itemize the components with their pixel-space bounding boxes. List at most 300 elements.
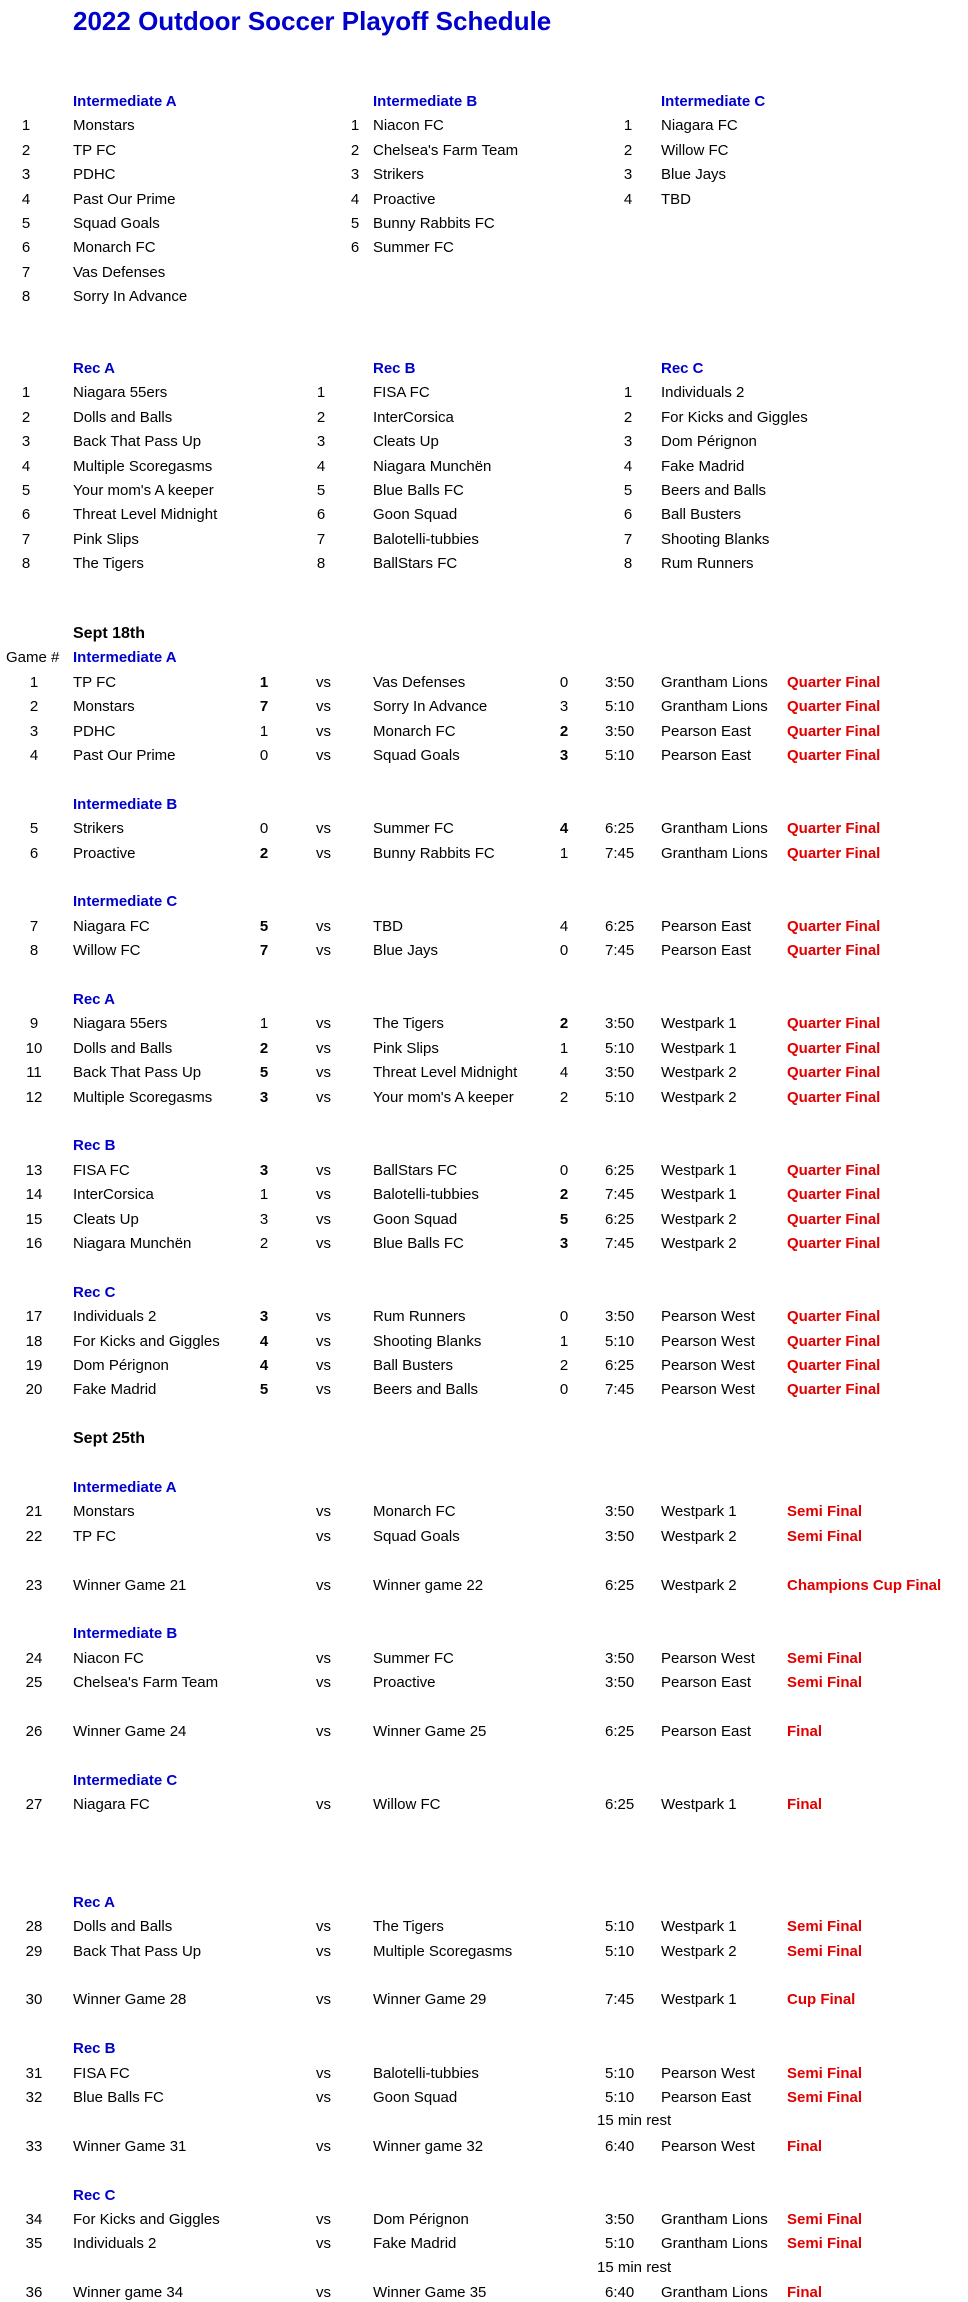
seed-number: 5: [316, 482, 326, 499]
vs-label: vs: [316, 1503, 331, 1521]
seed-team: Sorry In Advance: [73, 288, 188, 306]
group-header: Rec B: [73, 2040, 116, 2058]
seed-number: 5: [623, 482, 633, 499]
seed-team: Individuals 2: [661, 384, 745, 402]
game-number: 28: [25, 1918, 43, 1936]
seed-number: 4: [350, 190, 360, 208]
home-team: FISA FC: [73, 2064, 130, 2082]
round-label: Semi Final: [787, 1942, 863, 1960]
away-score: 2: [559, 1186, 569, 1204]
game-time: 5:10: [605, 1918, 635, 1936]
seed-team: Balotelli-tubbies: [373, 530, 479, 548]
away-score: 1: [559, 1039, 569, 1057]
game-time: 6:25: [605, 1723, 635, 1740]
away-team: Threat Level Midnight: [373, 1064, 518, 1082]
home-team: For Kicks and Giggles: [73, 1332, 220, 1350]
game-number: 6: [29, 844, 39, 862]
away-team: Winner game 22: [373, 1576, 484, 1594]
round-label: Quarter Final: [787, 722, 881, 740]
vs-label: vs: [316, 1064, 331, 1082]
game-number: 29: [25, 1942, 43, 1960]
seed-team: Past Our Prime: [73, 190, 176, 208]
home-score: 0: [259, 747, 269, 764]
field-name: Pearson West: [661, 2064, 755, 2082]
field-name: Westpark 1: [661, 1161, 737, 1179]
group-header: Intermediate B: [373, 93, 478, 110]
game-time: 3:50: [605, 1503, 635, 1521]
home-team: Individuals 2: [73, 2235, 157, 2253]
home-team: For Kicks and Giggles: [73, 2211, 220, 2228]
round-label: Quarter Final: [787, 844, 881, 862]
seed-team: FISA FC: [373, 384, 430, 402]
group-header: Rec C: [73, 2186, 116, 2204]
game-time: 3:50: [605, 1674, 635, 1692]
home-score: 5: [259, 917, 269, 935]
round-label: Semi Final: [787, 2211, 863, 2228]
round-label: Semi Final: [787, 1503, 863, 1521]
round-label: Champions Cup Final: [787, 1576, 942, 1594]
vs-label: vs: [316, 1576, 331, 1594]
game-number: 18: [25, 1332, 43, 1350]
game-number: 19: [25, 1357, 43, 1374]
group-header: Rec C: [661, 360, 704, 377]
seed-team: Monstars: [73, 117, 135, 135]
vs-label: vs: [316, 2235, 331, 2253]
away-team: Rum Runners: [373, 1308, 466, 1326]
home-team: Niagara Munchën: [73, 1235, 192, 1252]
round-label: Semi Final: [787, 1674, 863, 1692]
home-team: Blue Balls FC: [73, 2089, 164, 2106]
away-team: Winner Game 25: [373, 1723, 487, 1740]
home-score: 3: [259, 1210, 269, 1228]
game-time: 6:25: [605, 1357, 635, 1374]
game-time: 5:10: [605, 2089, 635, 2106]
home-score: 3: [259, 1308, 269, 1326]
game-number: 35: [25, 2235, 43, 2253]
seed-team: Strikers: [373, 166, 424, 184]
away-team: Your mom's A keeper: [373, 1088, 514, 1106]
away-team: Squad Goals: [373, 1527, 460, 1545]
game-time: 5:10: [605, 2064, 635, 2082]
seed-team: Summer FC: [373, 239, 454, 257]
seed-team: Rum Runners: [661, 555, 754, 573]
game-number: 27: [25, 1796, 43, 1814]
game-number: 16: [25, 1235, 43, 1252]
home-team: Proactive: [73, 844, 136, 862]
group-header: Rec A: [73, 991, 115, 1008]
vs-label: vs: [316, 1210, 331, 1228]
game-number: 26: [25, 1723, 43, 1740]
home-team: Niagara FC: [73, 917, 150, 935]
seed-team: BallStars FC: [373, 555, 458, 573]
round-label: Quarter Final: [787, 1015, 881, 1033]
seed-number: 3: [21, 433, 31, 451]
away-team: Dom Pérignon: [373, 2211, 469, 2228]
away-team: Summer FC: [373, 1649, 454, 1667]
seed-team: Chelsea's Farm Team: [373, 141, 519, 159]
home-score: 1: [259, 1186, 269, 1204]
away-team: TBD: [373, 917, 403, 935]
round-label: Semi Final: [787, 1527, 863, 1545]
field-name: Pearson West: [661, 1308, 755, 1326]
game-time: 5:10: [605, 747, 635, 764]
field-name: Grantham Lions: [661, 844, 768, 862]
home-team: Winner game 34: [73, 2284, 184, 2302]
game-number: 15: [25, 1210, 43, 1228]
vs-label: vs: [316, 1649, 331, 1667]
seed-number: 4: [623, 190, 633, 208]
round-label: Final: [787, 2137, 823, 2155]
away-team: Squad Goals: [373, 747, 460, 764]
game-number: 34: [25, 2211, 43, 2228]
game-time: 7:45: [605, 1991, 635, 2009]
away-score: 2: [559, 1357, 569, 1374]
seed-number: 8: [623, 555, 633, 573]
away-score: 3: [559, 747, 569, 764]
game-time: 3:50: [605, 1527, 635, 1545]
seed-number: 2: [350, 141, 360, 159]
seed-number: 3: [623, 433, 633, 451]
game-time: 3:50: [605, 1015, 635, 1033]
seed-number: 6: [21, 239, 31, 257]
seed-number: 7: [316, 530, 326, 548]
field-name: Westpark 2: [661, 1576, 737, 1594]
round-label: Final: [787, 1796, 823, 1814]
away-score: 3: [559, 1235, 569, 1252]
field-name: Pearson East: [661, 917, 752, 935]
away-team: Blue Balls FC: [373, 1235, 464, 1252]
game-time: 3:50: [605, 722, 635, 740]
seed-team: Dolls and Balls: [73, 408, 173, 426]
game-number: 13: [25, 1161, 43, 1179]
vs-label: vs: [316, 747, 331, 764]
home-team: Multiple Scoregasms: [73, 1088, 213, 1106]
round-label: Quarter Final: [787, 1161, 881, 1179]
away-score: 4: [559, 917, 569, 935]
home-team: Willow FC: [73, 942, 141, 960]
group-header: Intermediate B: [73, 795, 178, 813]
vs-label: vs: [316, 1527, 331, 1545]
seed-team: PDHC: [73, 166, 116, 184]
field-name: Pearson East: [661, 747, 752, 764]
vs-label: vs: [316, 1186, 331, 1204]
field-name: Pearson East: [661, 942, 752, 960]
seed-team: Niacon FC: [373, 117, 444, 135]
round-label: Quarter Final: [787, 1210, 881, 1228]
seed-number: 1: [623, 117, 633, 135]
vs-label: vs: [316, 1088, 331, 1106]
away-team: Balotelli-tubbies: [373, 2064, 479, 2082]
home-team: Winner Game 28: [73, 1991, 187, 2009]
seed-number: 2: [21, 408, 31, 426]
game-time: 7:45: [605, 1235, 635, 1252]
round-label: Quarter Final: [787, 1381, 881, 1399]
field-name: Grantham Lions: [661, 673, 768, 691]
home-score: 1: [259, 673, 269, 691]
game-number: 14: [25, 1186, 43, 1204]
field-name: Pearson West: [661, 1332, 755, 1350]
seed-team: Goon Squad: [373, 506, 458, 524]
field-name: Westpark 2: [661, 1942, 737, 1960]
game-number: 10: [25, 1039, 43, 1057]
round-label: Quarter Final: [787, 1088, 881, 1106]
field-name: Pearson East: [661, 722, 752, 740]
home-team: PDHC: [73, 722, 116, 740]
vs-label: vs: [316, 2284, 331, 2302]
field-name: Pearson West: [661, 1381, 755, 1399]
seed-team: Proactive: [373, 190, 436, 208]
game-number: 11: [26, 1064, 42, 1082]
field-name: Westpark 1: [661, 1503, 737, 1521]
game-number: 2: [29, 698, 39, 716]
home-score: 0: [259, 820, 269, 838]
seed-number: 3: [21, 166, 31, 184]
seed-number: 6: [21, 506, 31, 524]
seed-team: Ball Busters: [661, 506, 742, 524]
field-name: Westpark 1: [661, 1796, 737, 1814]
home-team: Winner Game 21: [73, 1576, 187, 1594]
rest-note: 15 min rest: [597, 2258, 672, 2276]
seed-team: Squad Goals: [73, 215, 160, 232]
away-team: Vas Defenses: [373, 673, 466, 691]
seed-team: Dom Pérignon: [661, 433, 757, 451]
game-number: 33: [25, 2137, 43, 2155]
game-time: 6:25: [605, 1161, 635, 1179]
seed-number: 8: [21, 288, 31, 306]
game-time: 5:10: [605, 2235, 635, 2253]
vs-label: vs: [316, 1991, 331, 2009]
round-label: Quarter Final: [787, 1235, 881, 1252]
home-team: Dolls and Balls: [73, 1918, 173, 1936]
game-time: 3:50: [605, 2211, 635, 2228]
game-number: 30: [25, 1991, 43, 2009]
round-label: Semi Final: [787, 1649, 863, 1667]
home-team: Back That Pass Up: [73, 1942, 202, 1960]
seed-team: Your mom's A keeper: [73, 482, 214, 499]
field-name: Pearson West: [661, 2137, 755, 2155]
away-team: Winner Game 29: [373, 1991, 487, 2009]
vs-label: vs: [316, 673, 331, 691]
round-label: Quarter Final: [787, 1039, 881, 1057]
seed-number: 4: [316, 457, 326, 475]
vs-label: vs: [316, 2211, 331, 2228]
round-label: Quarter Final: [787, 673, 881, 691]
home-score: 7: [259, 942, 269, 960]
game-number: 3: [29, 722, 39, 740]
round-label: Quarter Final: [787, 1308, 881, 1326]
game-number: 5: [29, 820, 39, 838]
game-time: 3:50: [605, 1649, 635, 1667]
field-name: Grantham Lions: [661, 2284, 768, 2302]
away-score: 0: [559, 673, 569, 691]
field-name: Westpark 2: [661, 1210, 737, 1228]
away-score: 2: [559, 1088, 569, 1106]
away-team: Winner Game 35: [373, 2284, 487, 2302]
vs-label: vs: [316, 917, 331, 935]
home-team: Monstars: [73, 1503, 135, 1521]
home-team: Winner Game 31: [73, 2137, 187, 2155]
field-name: Westpark 1: [661, 1918, 737, 1936]
away-score: 1: [559, 1332, 569, 1350]
game-time: 5:10: [605, 698, 635, 716]
seed-number: 6: [350, 239, 360, 257]
group-header: Rec B: [73, 1137, 116, 1155]
vs-label: vs: [316, 1161, 331, 1179]
home-team: Back That Pass Up: [73, 1064, 202, 1082]
group-header: Intermediate A: [73, 93, 177, 110]
field-name: Grantham Lions: [661, 2235, 768, 2253]
away-score: 4: [559, 1064, 569, 1082]
vs-label: vs: [316, 1015, 331, 1033]
seed-team: Multiple Scoregasms: [73, 457, 213, 475]
away-team: The Tigers: [373, 1918, 444, 1936]
vs-label: vs: [316, 1918, 331, 1936]
away-team: Sorry In Advance: [373, 698, 488, 716]
seed-team: Vas Defenses: [73, 263, 166, 281]
away-team: Winner game 32: [373, 2137, 484, 2155]
round-label: Final: [787, 1723, 823, 1740]
home-team: Monstars: [73, 698, 135, 716]
home-score: 3: [259, 1161, 269, 1179]
field-name: Pearson West: [661, 1357, 755, 1374]
seed-number: 2: [316, 408, 326, 426]
group-header: Intermediate A: [73, 649, 177, 667]
game-time: 6:25: [605, 1576, 635, 1594]
round-label: Semi Final: [787, 2235, 863, 2253]
round-label: Quarter Final: [787, 820, 881, 838]
seed-team: Blue Balls FC: [373, 482, 464, 499]
away-score: 0: [559, 942, 569, 960]
away-score: 0: [559, 1161, 569, 1179]
seed-team: Blue Jays: [661, 166, 727, 184]
seed-number: 2: [623, 408, 633, 426]
seed-number: 1: [316, 384, 326, 402]
seed-number: 6: [316, 506, 326, 524]
game-number-header: Game #: [6, 649, 60, 667]
seed-number: 7: [21, 530, 31, 548]
home-team: TP FC: [73, 1527, 117, 1545]
home-team: FISA FC: [73, 1161, 130, 1179]
game-number: 31: [25, 2064, 43, 2082]
seed-number: 2: [21, 141, 31, 159]
away-team: Proactive: [373, 1674, 436, 1692]
vs-label: vs: [316, 1723, 331, 1740]
game-time: 7:45: [605, 942, 635, 960]
home-score: 5: [259, 1064, 269, 1082]
home-team: Dom Pérignon: [73, 1357, 169, 1374]
away-team: Blue Jays: [373, 942, 439, 960]
seed-number: 3: [316, 433, 326, 451]
game-time: 3:50: [605, 1308, 635, 1326]
home-team: Niagara 55ers: [73, 1015, 168, 1033]
seed-team: Monarch FC: [73, 239, 156, 257]
away-score: 0: [559, 1381, 569, 1399]
game-number: 25: [25, 1674, 43, 1692]
away-score: 4: [559, 820, 569, 838]
field-name: Westpark 1: [661, 1039, 737, 1057]
away-team: Willow FC: [373, 1796, 441, 1814]
vs-label: vs: [316, 2089, 331, 2106]
rest-note: 15 min rest: [597, 2112, 672, 2130]
home-score: 2: [259, 1039, 269, 1057]
vs-label: vs: [316, 2137, 331, 2155]
game-number: 7: [29, 917, 39, 935]
field-name: Westpark 2: [661, 1527, 737, 1545]
home-team: Winner Game 24: [73, 1723, 187, 1740]
page-title: 2022 Outdoor Soccer Playoff Schedule: [73, 6, 552, 36]
game-time: 6:25: [605, 1796, 635, 1814]
game-time: 6:25: [605, 917, 635, 935]
away-team: Monarch FC: [373, 1503, 456, 1521]
field-name: Pearson East: [661, 1723, 752, 1740]
round-label: Quarter Final: [787, 1186, 881, 1204]
game-number: 12: [25, 1088, 43, 1106]
vs-label: vs: [316, 698, 331, 716]
round-label: Quarter Final: [787, 1064, 881, 1082]
away-score: 1: [559, 844, 569, 862]
away-team: Beers and Balls: [373, 1381, 479, 1399]
home-score: 4: [259, 1332, 269, 1350]
vs-label: vs: [316, 1332, 331, 1350]
seed-team: Back That Pass Up: [73, 433, 202, 451]
round-label: Semi Final: [787, 2064, 863, 2082]
game-number: 36: [25, 2284, 43, 2302]
seed-team: Niagara Munchën: [373, 457, 492, 475]
game-number: 9: [29, 1015, 39, 1033]
group-header: Rec B: [373, 360, 416, 377]
seed-number: 1: [623, 384, 633, 402]
group-header: Intermediate C: [661, 93, 766, 110]
seed-team: TBD: [661, 190, 691, 208]
game-number: 17: [25, 1308, 43, 1326]
seed-team: For Kicks and Giggles: [661, 408, 808, 426]
vs-label: vs: [316, 1942, 331, 1960]
group-header: Rec A: [73, 1893, 115, 1911]
game-time: 5:10: [605, 1942, 635, 1960]
game-number: 32: [25, 2089, 43, 2106]
vs-label: vs: [316, 1039, 331, 1057]
away-team: Monarch FC: [373, 722, 456, 740]
away-team: Ball Busters: [373, 1357, 454, 1374]
game-time: 7:45: [605, 1186, 635, 1204]
away-score: 3: [559, 698, 569, 716]
seed-team: The Tigers: [73, 555, 144, 573]
field-name: Grantham Lions: [661, 2211, 768, 2228]
field-name: Westpark 1: [661, 1186, 737, 1204]
vs-label: vs: [316, 820, 331, 838]
seed-team: Fake Madrid: [661, 457, 745, 475]
home-team: Fake Madrid: [73, 1381, 157, 1399]
home-score: 3: [259, 1088, 269, 1106]
seed-team: InterCorsica: [373, 408, 454, 426]
home-team: Niagara FC: [73, 1796, 150, 1814]
home-score: 2: [259, 844, 269, 862]
home-team: Strikers: [73, 820, 124, 838]
game-number: 21: [25, 1503, 43, 1521]
field-name: Westpark 2: [661, 1235, 737, 1252]
away-team: Shooting Blanks: [373, 1332, 482, 1350]
away-team: Goon Squad: [373, 1210, 458, 1228]
day-date: Sept 18th: [73, 625, 146, 642]
game-time: 5:10: [605, 1088, 635, 1106]
seed-number: 6: [623, 506, 633, 524]
round-label: Semi Final: [787, 1918, 863, 1936]
field-name: Westpark 1: [661, 1015, 737, 1033]
seed-number: 3: [623, 166, 633, 184]
seed-number: 5: [21, 482, 31, 499]
away-team: Goon Squad: [373, 2089, 458, 2106]
round-label: Semi Final: [787, 2089, 863, 2106]
